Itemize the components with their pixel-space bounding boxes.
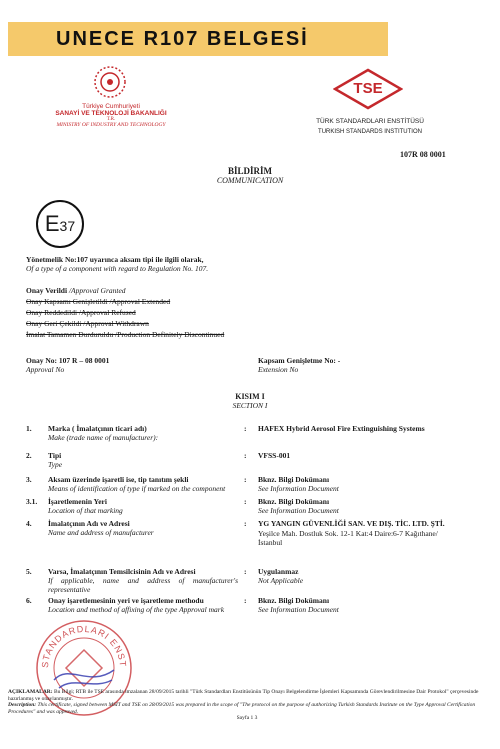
row-value-main: VFSS-001 xyxy=(258,451,291,460)
row-label xyxy=(48,424,238,442)
row-value-main: YG YANGIN GÜVENLİĞİ SAN. VE DIŞ. TİC. LTD. ŞTİ. xyxy=(258,519,445,528)
row-colon: : xyxy=(244,519,247,528)
regulation-en: Of a type of a component with regard to Regulation No. 107. xyxy=(26,264,209,273)
status-granted-tr: Onay Verildi xyxy=(26,286,68,295)
row-number: 5. xyxy=(26,567,32,576)
row-number: 3. xyxy=(26,475,32,484)
row-label-en: Make (trade name of manufacturer): xyxy=(48,433,159,442)
regulation xyxy=(26,255,326,273)
approval-no-label: Onay No: xyxy=(26,356,58,365)
section-tr: KISIM I xyxy=(235,392,265,401)
footer-en xyxy=(8,702,486,715)
tse-block xyxy=(295,118,445,135)
footer-text-en: This certificate, signed between MSIT and TSE on 28/09/2015 was prepared in the scope of "The protocol on the purpose of authorizing Turkish Standards Institute on the Type Approval Certification Procedures" and was approved. xyxy=(8,702,476,715)
ministry-line4: MINISTRY OF INDUSTRY AND TECHNOLOGY xyxy=(56,122,166,128)
row-value xyxy=(258,567,483,585)
row-colon: : xyxy=(244,567,247,576)
status-refused: Onay Reddedildi /Approval Refused xyxy=(26,308,136,317)
row-value-en: Not Applicable xyxy=(258,576,304,585)
tse-ref: 107R 08 0001 xyxy=(400,150,446,159)
row-label xyxy=(48,567,238,594)
row-value-main: Bknz. Bilgi Dokümanı xyxy=(258,596,330,605)
footer-notes xyxy=(8,689,486,722)
ministry-line2: SANAYİ VE TEKNOLOJİ BAKANLIĞI xyxy=(55,110,167,117)
tse-logo-text: TSE xyxy=(353,80,383,97)
e-mark-number: 37 xyxy=(59,218,76,234)
row-label-tr: İşaretlemenin Yeri xyxy=(48,497,107,506)
row-label-en: Location and method of affixing of the type Approval mark xyxy=(48,605,225,614)
row-label-en: Name and address of manufacturer xyxy=(48,528,154,537)
approval-no-value: 107 R – 08 0001 xyxy=(58,356,110,365)
row-value-main: HAFEX Hybrid Aerosol Fire Extinguishing Systems xyxy=(258,424,425,433)
section-heading xyxy=(150,392,350,410)
ministry-logo xyxy=(92,64,128,100)
row-label-tr: Varsa, İmalatçının Temsilcisinin Adı ve Adresi xyxy=(48,567,196,576)
banner-title: UNECE R107 BELGESİ xyxy=(56,28,309,50)
tse-logo xyxy=(333,68,403,110)
row-value xyxy=(258,497,483,515)
row-number: 6. xyxy=(26,596,32,605)
ministry-line3: T.R. xyxy=(106,117,116,122)
row-number: 4. xyxy=(26,519,32,528)
row-colon: : xyxy=(244,451,247,460)
row-value-main: Uygulanmaz xyxy=(258,567,299,576)
status-granted-en: /Approval Granted xyxy=(68,286,126,295)
svg-text:STANDARDLARI ENSTİTÜSÜ xyxy=(34,618,128,668)
row-label xyxy=(48,475,248,493)
row-value xyxy=(258,519,458,547)
row-colon: : xyxy=(244,596,247,605)
footer-label-en: Description: xyxy=(8,702,37,709)
doc-title-en: COMMUNICATION xyxy=(216,176,284,185)
row-label-tr: Onay işaretlemesinin yeri ve işaretleme methodu xyxy=(48,596,204,605)
status-withdrawn: Onay Geri Çekildi /Approval Withdrawn xyxy=(26,319,149,328)
approval-no-en: Approval No xyxy=(26,365,65,374)
row-value-main: Bknz. Bilgi Dokümanı xyxy=(258,497,330,506)
ministry-emblem-icon xyxy=(92,64,128,100)
row-value xyxy=(258,475,483,493)
status-list xyxy=(26,286,306,341)
status-extended: Onay Kapsamı Genişletildi /Approval Extended xyxy=(26,297,171,306)
row-label-tr: Aksam üzerinde işaretli ise, tip tanıtım şekli xyxy=(48,475,189,484)
row-label-en: Location of that marking xyxy=(48,506,123,515)
row-label xyxy=(48,497,238,515)
row-label-en: Type xyxy=(48,460,63,469)
row-value-en: See Information Document xyxy=(258,484,339,493)
row-label-tr: Marka ( İmalatçının ticari adı) xyxy=(48,424,147,433)
row-colon: : xyxy=(244,475,247,484)
extension-no xyxy=(258,356,458,374)
row-label xyxy=(48,519,238,537)
row-label-tr: İmalatçının Adı ve Adresi xyxy=(48,519,130,528)
row-value xyxy=(258,451,483,460)
e-mark-letter: E xyxy=(44,211,60,236)
stamp-arc-text: STANDARDLARI ENST xyxy=(39,623,129,669)
row-number: 3.1. xyxy=(26,497,38,506)
footer-text-tr: Bu Bilgi; RTB ile TSE arasında imzalanan 28/09/2015 tarihli "Türk Standardları Enstitüsünün Tip Onayı Belgelendirme İşlemleri Kapsamında Görevlendirilmesine Dair Protokol" çerçevesinde hazırlanmış ve onaylanmıştır. xyxy=(8,689,479,702)
footer-label: AÇIKLAMALAR: xyxy=(8,689,53,695)
status-discontinued: İmalat Tamamen Durduruldu /Production Definitely Discontinued xyxy=(26,330,225,339)
e-mark-icon xyxy=(36,200,84,248)
row-value xyxy=(258,596,483,614)
row-number: 1. xyxy=(26,424,32,433)
tse-name-tr: TÜRK STANDARDLARI ENSTİTÜSÜ xyxy=(316,118,424,125)
status-granted xyxy=(26,286,306,297)
row-number: 2. xyxy=(26,451,32,460)
extension-no-en: Extension No xyxy=(258,365,299,374)
approval-no xyxy=(26,356,226,374)
doc-title-tr: BİLDİRİM xyxy=(227,166,272,176)
row-label xyxy=(48,596,253,614)
page-number: Sayfa 1 3 xyxy=(236,715,258,722)
row-label-en: Means of identification of type if marked on the component xyxy=(48,484,226,493)
row-value xyxy=(258,424,483,433)
row-value-en: See Information Document xyxy=(258,506,339,515)
row-colon: : xyxy=(244,497,247,506)
section-en: SECTION I xyxy=(232,401,268,410)
ministry-block xyxy=(46,103,176,128)
regulation-tr: Yönetmelik No:107 uyarınca aksam tipi ile ilgili olarak, xyxy=(26,255,204,264)
title-banner xyxy=(8,22,388,56)
ministry-line1: Türkiye Cumhuriyeti xyxy=(82,103,140,110)
row-colon: : xyxy=(244,424,247,433)
footer-tr xyxy=(8,689,486,702)
extension-no-value: - xyxy=(337,356,341,365)
tse-name-en: TURKISH STANDARDS INSTITUTION xyxy=(318,129,422,135)
row-label-en: If applicable, name and address of manufacturer's representative xyxy=(48,576,238,594)
extension-no-label: Kapsam Genişletme No: xyxy=(258,356,336,365)
row-value-address: Yeşilce Mah. Dostluk Sok. 12-1 Kat:4 Daire:6-7 Kağıthane/İstanbul xyxy=(258,529,438,547)
row-label xyxy=(48,451,238,469)
row-value-main: Bknz. Bilgi Dokümanı xyxy=(258,475,330,484)
doc-title xyxy=(150,166,350,185)
row-value-en: See Information Document xyxy=(258,605,339,614)
row-label-tr: Tipi xyxy=(48,451,62,460)
